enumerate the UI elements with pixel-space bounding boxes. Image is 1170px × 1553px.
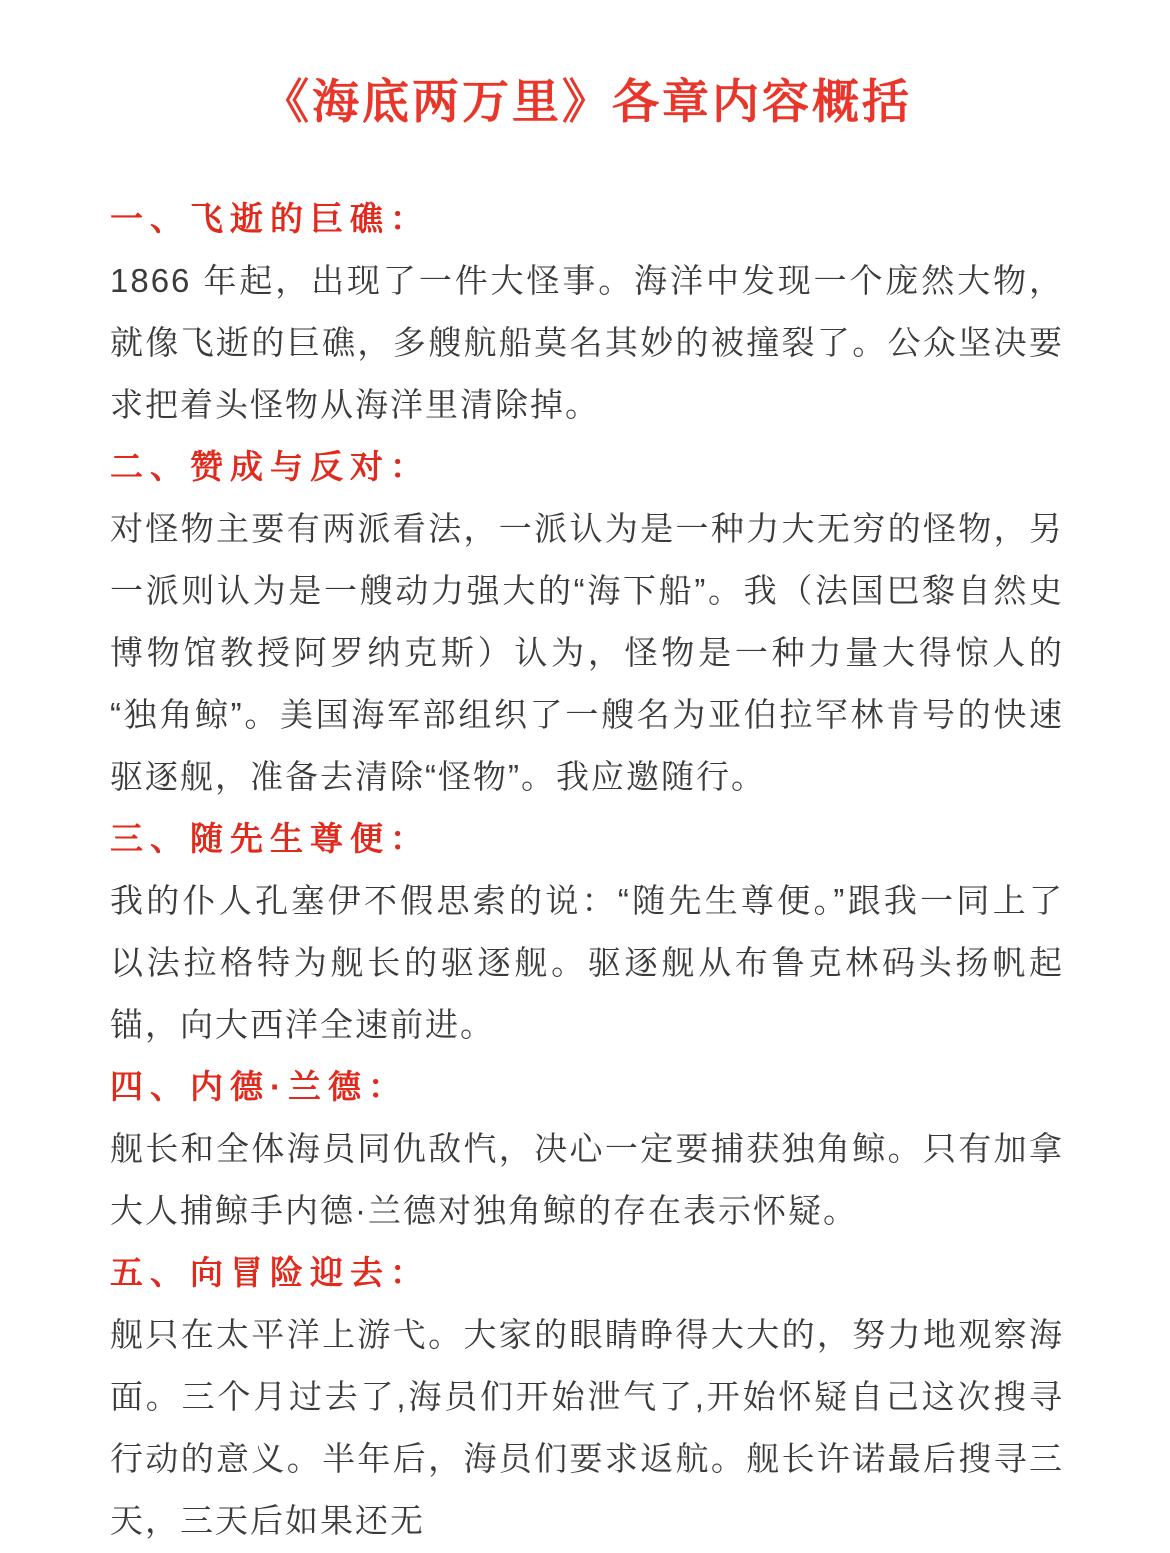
section-heading: 三、随先生尊便： xyxy=(110,820,430,857)
section-body: 1866 年起，出现了一件大怪事。海洋中发现一个庞然大物，就像飞逝的巨礁，多艘航船莫名其妙的被撞裂了。公众坚决要求把着头怪物从海洋里清除掉。 xyxy=(110,262,1064,423)
section-body: 对怪物主要有两派看法，一派认为是一种力大无穷的怪物，另一派则认为是一艘动力强大的“海下船”。我（法国巴黎自然史博物馆教授阿罗纳克斯）认为，怪物是一种力量大得惊人的“独角鲸”。美国海军部组织了一艘名为亚伯拉罕林肯号的快速驱逐舰，准备去清除“怪物”。我应邀随行。 xyxy=(110,510,1064,795)
page-title: 《海底两万里》各章内容概括 xyxy=(262,75,912,128)
section-heading: 二、赞成与反对： xyxy=(110,448,430,485)
section-body: 舰只在太平洋上游弋。大家的眼睛睁得大大的，努力地观察海面。三个月过去了,海员们开始泄气了,开始怀疑自己这次搜寻行动的意义。半年后，海员们要求返航。舰长许诺最后搜寻三天，三天后如果还无 xyxy=(110,1316,1064,1539)
section-body: 我的仆人孔塞伊不假思索的说：“随先生尊便。”跟我一同上了以法拉格特为舰长的驱逐舰。驱逐舰从布鲁克林码头扬帆起锚，向大西洋全速前进。 xyxy=(110,882,1064,1043)
title-spacer xyxy=(110,130,1064,188)
section-heading: 五、向冒险迎去： xyxy=(110,1254,430,1291)
chapter-section-5 xyxy=(110,1242,1064,1552)
chapter-section-4 xyxy=(110,1056,1064,1242)
section-body: 舰长和全体海员同仇敌忾，决心一定要捕获独角鲸。只有加拿大人捕鲸手内德·兰德对独角鲸的存在表示怀疑。 xyxy=(110,1130,1064,1229)
chapter-section-3 xyxy=(110,808,1064,1056)
chapter-section-1 xyxy=(110,188,1064,436)
chapter-section-2 xyxy=(110,436,1064,808)
section-heading: 四、内德·兰德： xyxy=(110,1068,408,1105)
section-heading: 一、飞逝的巨礁： xyxy=(110,200,430,237)
